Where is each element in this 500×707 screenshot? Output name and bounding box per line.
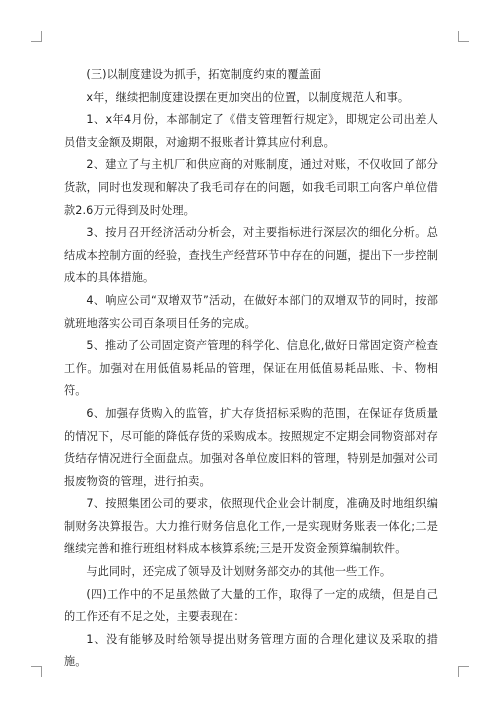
body-paragraph: x年，继续把制度建设摆在更加突出的位置，以制度规范人和事。 [86,90,410,104]
document-body [64,64,438,674]
crop-mark-bottom-right [458,666,469,677]
body-paragraph-other-work: 与此同时，还完成了领导及计划财务部交办的其他一些工作。 [86,565,392,579]
crop-mark-bottom-left [31,666,42,677]
list-item-2: 2、建立了与主机厂和供应商的对账制度，通过对账，不仅收回了部分货款，同时也发现和解决了我毛司存在的问题，如我毛司职工向客户单位借款2.6万元得到及时处理。 [64,158,438,217]
section-heading-4: (四)工作中的不足虽然做了大量的工作，取得了一定的成绩，但是自己的工作还有不足之处，主要表现在： [64,587,438,624]
list-item-3: 3、按月召开经济活动分析会，对主要指标进行深层次的细化分析。总结成本控制方面的经验，查找生产经营环节中存在的问题，提出下一步控制成本的具体措施。 [64,226,438,285]
crop-mark-top-right [458,31,469,42]
shortcoming-item-1: 1、没有能够及时给领导提出财务管理方面的合理化建议及采取的措施。 [64,632,438,669]
list-item-4: 4、响应公司“双增双节”活动，在做好本部门的双增双节的同时，按部就班地落实公司百条项目任务的完成。 [64,293,438,330]
crop-mark-top-left [31,31,42,42]
list-item-5: 5、推动了公司固定资产管理的科学化、信息化,做好日常固定资产检查工作。加强对在用低值易耗品的管理，保证在用低值易耗品账、卡、物相符。 [64,339,438,398]
list-item-6: 6、加强存货购入的监管，扩大存货招标采购的范围，在保证存货质量的情况下，尽可能的降低存货的采购成本。按照规定不定期会同物资部对存货结存情况进行全面盘点。加强对各单位废旧料的管理，特别是加强对公司报废物资的管理，进行拍卖。 [64,406,438,488]
list-item-7: 7、按照集团公司的要求，依照现代企业会计制度，准确及时地组织编制财务决算报告。大力推行财务信息化工作,一是实现财务账表一体化;二是继续完善和推行班组材料成本核算系统;三是开发资金预算编制软件。 [64,497,438,556]
list-item-1: 1、x年4月份，本部制定了《借支管理暂行规定》，即规定公司出差人员借支金额及期限，对逾期不报账者计算其应付利息。 [64,113,438,149]
section-heading-3: (三)以制度建设为抓手，拓宽制度约束的覆盖面 [86,68,322,81]
